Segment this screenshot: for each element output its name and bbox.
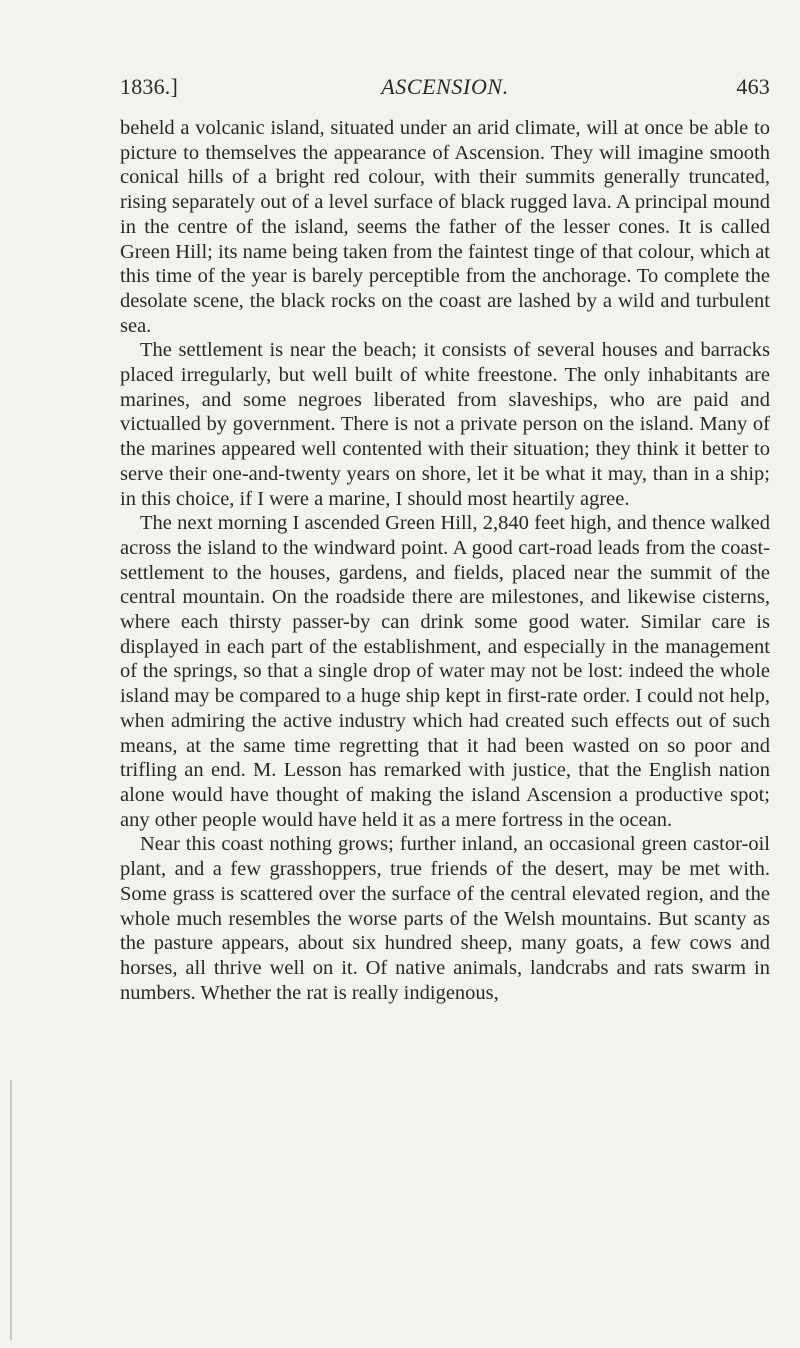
running-header	[120, 74, 770, 110]
paragraph-3: The next morning I ascended Green Hill, 2,840 feet high, and thence walked across the island to the windward point. A good cart-road leads from the coast-settlement to the houses, gardens, and fields, placed near the summit of the central mountain. On the roadside there are milestones, and likewise cisterns, where each thirsty passer-by can drink some good water. Similar care is displayed in each part of the establishment, and especially in the management of the springs, so that a single drop of water may not be lost: indeed the whole island may be compared to a huge ship kept in first-rate order. I could not help, when admiring the active industry which had created such effects out of such means, at the same time regretting that it had been wasted on so poor and trifling an end. M. Lesson has remarked with justice, that the English nation alone would have thought of making the island Ascension a productive spot; any other people would have held it as a mere fortress in the ocean.	[120, 512, 770, 831]
page-number: 463	[736, 74, 770, 99]
paragraph-4: Near this coast nothing grows; further inland, an occasional green castor-oil plant, and a few grasshoppers, true friends of the desert, may be met with. Some grass is scattered over the surface of the central elevated region, and the whole much resembles the worse parts of the Welsh mountains. But scanty as the pasture appears, about six hundred sheep, many goats, a few cows and horses, all thrive well on it. Of native animals, landcrabs and rats swarm in numbers. Whether the rat is really indigenous,	[120, 833, 770, 1004]
paragraph-2: The settlement is near the beach; it consists of several houses and barracks placed irregularly, but well built of white freestone. The only inhabitants are marines, and some negroes liberated from slaveships, who are paid and victualled by government. There is not a private person on the island. Many of the marines appeared well contented with their situation; they think it better to serve their one-and-twenty years on shore, let it be what it may, than in a ship; in this choice, if I were a marine, I should most heartily agree.	[120, 339, 770, 510]
binding-shadow	[10, 1080, 12, 1340]
paragraph-1: beheld a volcanic island, situated under an arid climate, will at once be able to picture to themselves the appearance of Ascension. They will imagine smooth conical hills of a bright red colour, with their summits generally truncated, rising separately out of a level surface of black rugged lava. A principal mound in the centre of the island, seems the father of the lesser cones. It is called Green Hill; its name being taken from the faintest tinge of that colour, which at this time of the year is barely perceptible from the anchorage. To complete the desolate scene, the black rocks on the coast are lashed by a wild and turbulent sea.	[120, 117, 770, 337]
body-text	[120, 116, 770, 1005]
header-title: ASCENSION.	[381, 74, 509, 99]
header-year: 1836.]	[120, 74, 179, 99]
